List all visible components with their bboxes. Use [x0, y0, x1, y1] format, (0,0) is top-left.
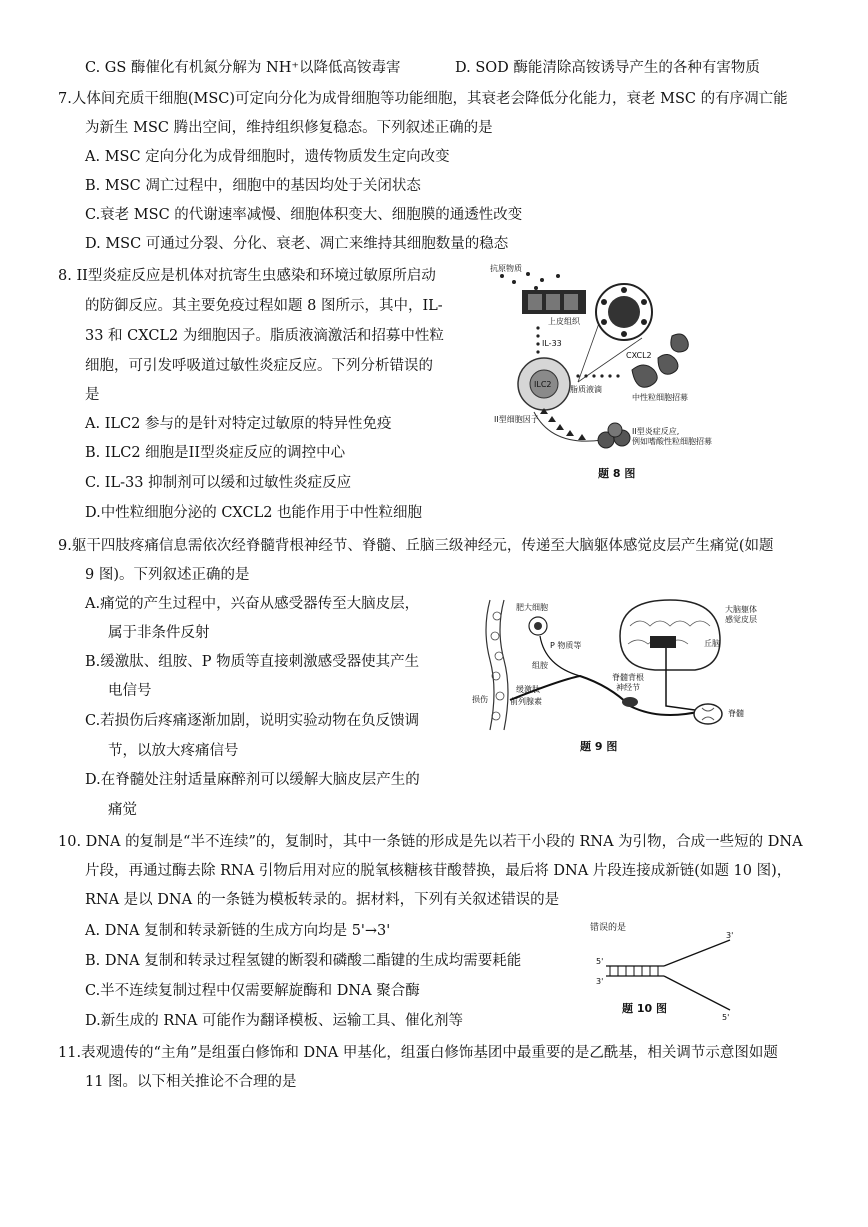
q6-option-d: D. SOD 酶能清除高铵诱导产生的各种有害物质	[455, 60, 760, 76]
fig9-label-cortex2: 感觉皮层	[725, 615, 757, 624]
fig9-spinal-cord	[694, 704, 722, 724]
fig9-label-mast-cell: 肥大细胞	[516, 603, 548, 612]
q9-option-c-line1: C.若损伤后疼痛逐渐加剧，说明实验动物在负反馈调	[85, 713, 420, 729]
fig8-label-ilc2: ILC2	[534, 380, 552, 389]
fig10-end-bottom-right: 5'	[722, 1013, 730, 1022]
q7-option-a: A. MSC 定向分化为成骨细胞时，遗传物质发生定向改变	[85, 149, 450, 165]
fig8-label-cxcl2: CXCL2	[626, 351, 652, 360]
fig8-label-epithelium: 上皮组织	[548, 317, 580, 326]
q10-option-d: D.新生成的 RNA 可能作为翻译模板、运输工具、催化剂等	[85, 1013, 464, 1029]
figure-10-caption: 题 10 图	[622, 1002, 667, 1015]
fig9-label-bradykinin: 缓激肽	[516, 685, 540, 694]
q10-stem-line3: RNA 是以 DNA 的一条链为模板转录的。据材料，下列有关叙述错误的是	[85, 892, 560, 908]
q8-stem-line3: 33 和 CXCL2 为细胞因子。脂质液滴激活和招募中性粒	[85, 328, 444, 344]
q9-option-a-line1: A.痛觉的产生过程中，兴奋从感受器传至大脑皮层，	[85, 596, 420, 612]
q9-option-c-line2: 节，以放大疼痛信号	[108, 743, 239, 759]
fig9-label-histamine: 组胺	[532, 661, 548, 670]
q8-option-c: C. IL-33 抑制剂可以缓和过敏性炎症反应	[85, 475, 352, 491]
fig8-label-lipid: 脂质液滴	[570, 385, 602, 394]
fig8-label-recruit: 中性粒细胞招募	[632, 393, 688, 402]
q7-option-b: B. MSC 凋亡过程中，细胞中的基因均处于关闭状态	[85, 178, 421, 194]
q8-option-d: D.中性粒细胞分泌的 CXCL2 也能作用于中性粒细胞	[85, 505, 423, 521]
fig8-label-inflam1: II型炎症反应,	[632, 427, 680, 436]
fig10-end-left-bottom: 3'	[596, 977, 604, 986]
q10-option-a: A. DNA 复制和转录新链的生成方向均是 5'→3'	[85, 923, 391, 939]
q8-stem-line4: 细胞，可引发呼吸道过敏性炎症反应。下列分析错误的	[85, 358, 433, 374]
q10-option-b: B. DNA 复制和转录过程氢键的断裂和磷酸二酯键的生成均需要耗能	[85, 953, 522, 969]
q9-option-d-line2: 痛觉	[108, 802, 137, 818]
figure-10	[590, 918, 750, 1023]
q9-stem-line2: 9 图)。下列叙述正确的是	[85, 567, 250, 583]
fig9-label-prostaglandin: 前列腺素	[510, 697, 542, 706]
q10-stem-line2: 片段，再通过酶去除 RNA 引物后用对应的脱氧核糖核苷酸替换，最后将 DNA 片段连接成新链(如题 10 图)，	[85, 863, 792, 879]
figure-9-caption: 题 9 图	[580, 740, 618, 753]
q10-stem-line1: 10. DNA 的复制是“半不连续”的，复制时，其中一条链的形成是先以若干小段的 RNA 为引物，合成一些短的 DNA	[58, 834, 803, 850]
q8-stem-line2: 的防御反应。其主要免疫过程如题 8 图所示，其中，IL-	[85, 298, 443, 314]
fig8-label-type2-cytokines: II型细胞因子	[494, 415, 539, 424]
q9-stem-line1: 9.躯干四肢疼痛信息需依次经脊髓背根神经节、脊髓、丘脑三级神经元，传递至大脑躯体感觉皮层产生痛觉(如题	[58, 538, 774, 554]
figure-8-caption: 题 8 图	[598, 467, 636, 480]
q7-option-d: D. MSC 可通过分裂、分化、衰老、凋亡来维持其细胞数量的稳态	[85, 236, 509, 252]
q7-option-c: C.衰老 MSC 的代谢速率减慢、细胞体积变大、细胞膜的通透性改变	[85, 207, 523, 223]
q9-option-a-line2: 属于非条件反射	[108, 625, 210, 641]
q7-stem-line2: 为新生 MSC 腾出空间，维持组织修复稳态。下列叙述正确的是	[85, 120, 493, 136]
fig9-label-spinal: 脊髓	[728, 709, 744, 718]
fig8-label-il33: IL-33	[542, 339, 562, 348]
q11-stem-line2: 11 图。以下相关推论不合理的是	[85, 1074, 297, 1090]
figure-9	[470, 596, 770, 734]
q9-option-d-line1: D.在脊髓处注射适量麻醉剂可以缓解大脑皮层产生的	[85, 772, 420, 788]
q10-option-c: C.半不连续复制过程中仅需要解旋酶和 DNA 聚合酶	[85, 983, 420, 999]
q7-stem-line1: 7.人体间充质干细胞(MSC)可定向分化为成骨细胞等功能细胞，其衰老会降低分化能力，衰老 MSC 的有序凋亡能	[58, 91, 788, 107]
fig10-label-head: 错误的是	[590, 923, 627, 933]
q9-option-b-line2: 电信号	[108, 683, 152, 699]
q6-option-c: C. GS 酶催化有机氮分解为 NH⁺以降低高铵毒害	[85, 60, 401, 76]
fig9-label-p-substance: P 物质等	[550, 641, 582, 650]
figure-8	[482, 262, 732, 462]
q8-stem-line1: 8. II型炎症反应是机体对抗寄生虫感染和环境过敏原所启动	[58, 268, 436, 284]
q8-stem-line5: 是	[85, 387, 100, 403]
fig9-brain	[620, 600, 720, 670]
q9-option-b-line1: B.缓激肽、组胺、P 物质等直接刺激感受器使其产生	[85, 654, 420, 670]
fig9-label-drg2: 神经节	[616, 683, 640, 692]
fig9-label-thalamus: 丘脑	[704, 639, 720, 648]
fig9-label-cortex1: 大脑躯体	[725, 605, 757, 614]
q8-option-b: B. ILC2 细胞是II型炎症反应的调控中心	[85, 445, 346, 461]
fig10-end-left-top: 5'	[596, 957, 604, 966]
q8-option-a: A. ILC2 参与的是针对特定过敏原的特异性免疫	[85, 416, 392, 432]
q11-stem-line1: 11.表观遗传的“主角”是组蛋白修饰和 DNA 甲基化，组蛋白修饰基团中最重要的是乙酰基，相关调节示意图如题	[58, 1045, 778, 1061]
fig9-label-drg1: 脊髓背根	[612, 673, 644, 682]
fig8-label-inflam2: 例如嗜酸性粒细胞招募	[632, 437, 712, 446]
fig8-label-allergen: 抗原物质	[490, 264, 522, 273]
fig9-label-injury: 损伤	[472, 695, 488, 704]
fig10-end-top-right: 3'	[726, 931, 734, 940]
